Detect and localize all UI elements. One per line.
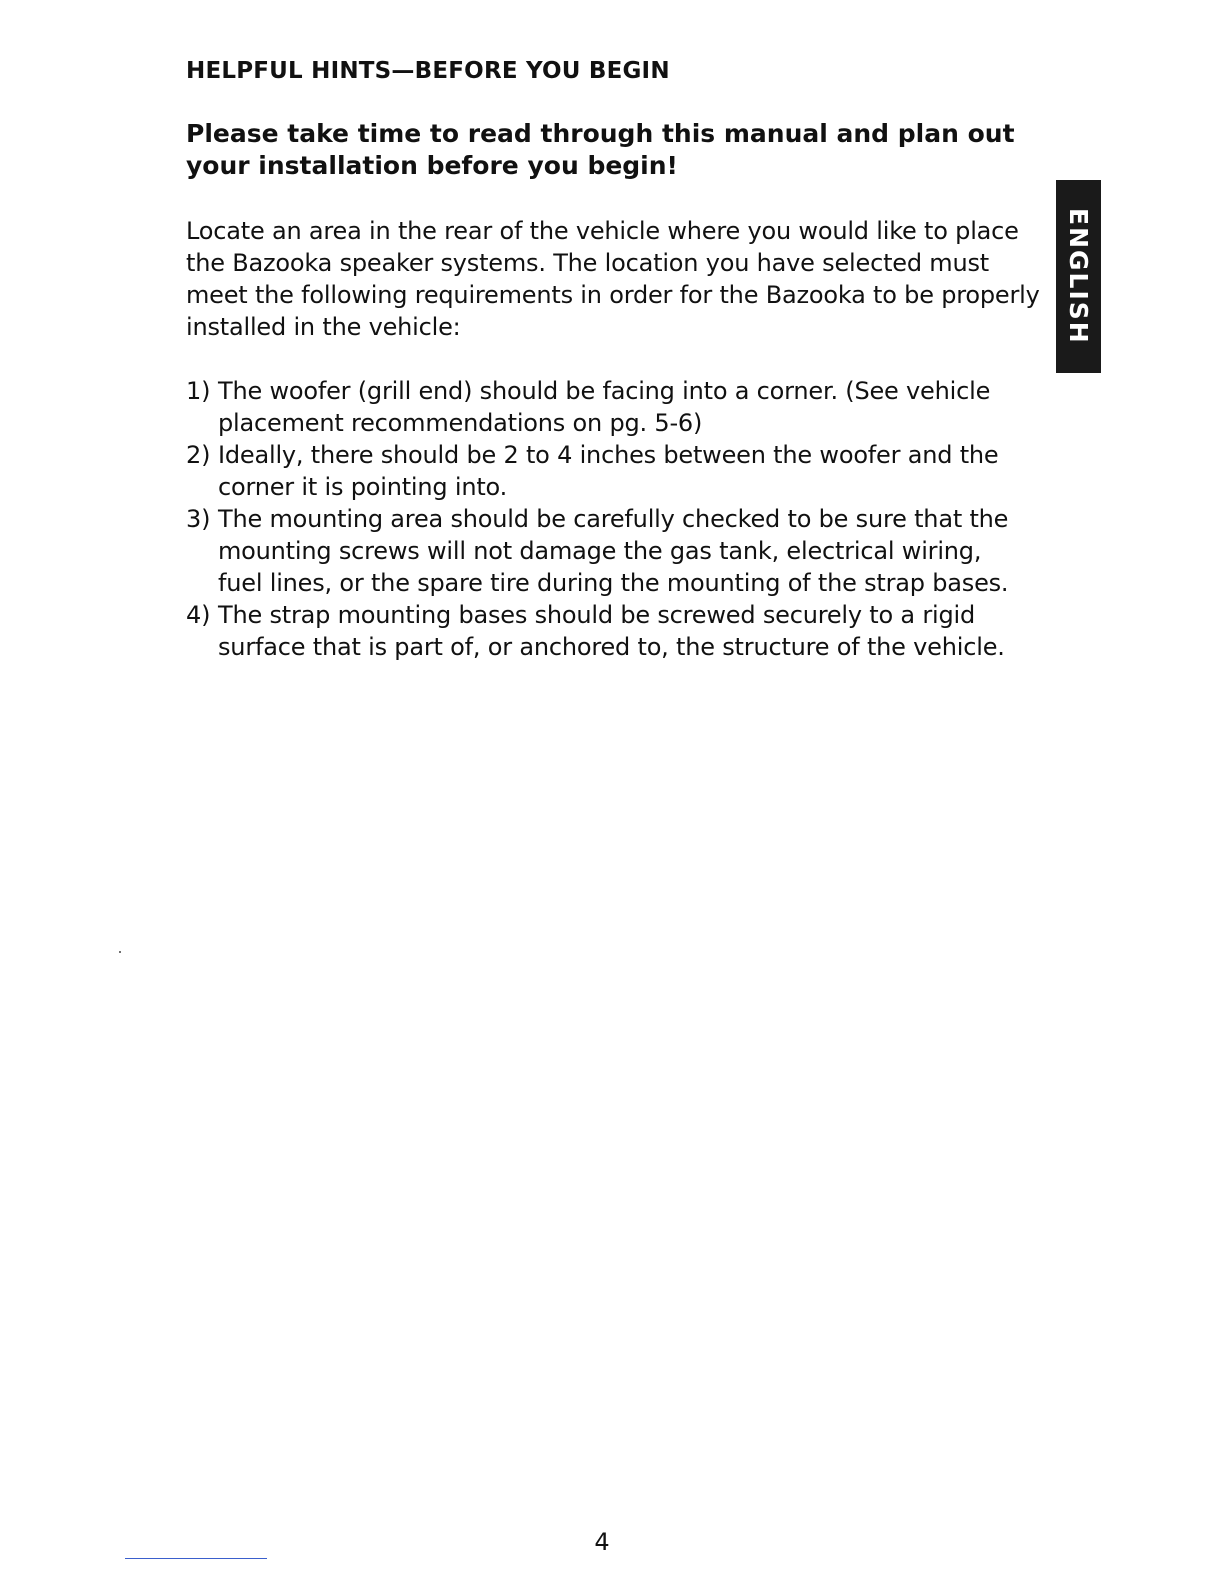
list-item-number: 1) [186,377,211,405]
list-item-text: The mounting area should be carefully checked to be sure that the mounting screws will not damage the gas tank, electrical wiring, fuel lines, or the spare tire during the mounting of the strap bases. [218,505,1009,597]
intro-paragraph: Locate an area in the rear of the vehicle where you would like to place the Bazooka speaker systems. The location you have selected must meet the following requirements in order for the Bazooka to be properly installed in the vehicle: [186,217,1040,341]
lead-paragraph: Please take time to read through this manual and plan out your installation before you begin! [186,119,1015,180]
language-tab-label: ENGLISH [1064,208,1093,345]
list-item-number: 2) [186,441,211,469]
requirements-list [186,375,1026,663]
footer-rule [125,1558,267,1559]
list-item [186,439,1026,503]
list-item-number: 4) [186,601,211,629]
list-item [186,375,1026,439]
scan-speck [119,951,121,953]
list-item-number: 3) [186,505,211,533]
list-item-text: The strap mounting bases should be screwed securely to a rigid surface that is part of, or anchored to, the structure of the vehicle. [218,601,1005,661]
section-heading: HELPFUL HINTS—BEFORE YOU BEGIN [186,58,670,84]
page-number: 4 [594,1528,610,1556]
language-tab [1056,180,1101,373]
list-item-text: Ideally, there should be 2 to 4 inches between the woofer and the corner it is pointing into. [218,441,999,501]
list-item [186,599,1026,663]
list-item-text: The woofer (grill end) should be facing into a corner. (See vehicle placement recommendations on pg. 5-6) [218,377,991,437]
list-item [186,503,1026,599]
